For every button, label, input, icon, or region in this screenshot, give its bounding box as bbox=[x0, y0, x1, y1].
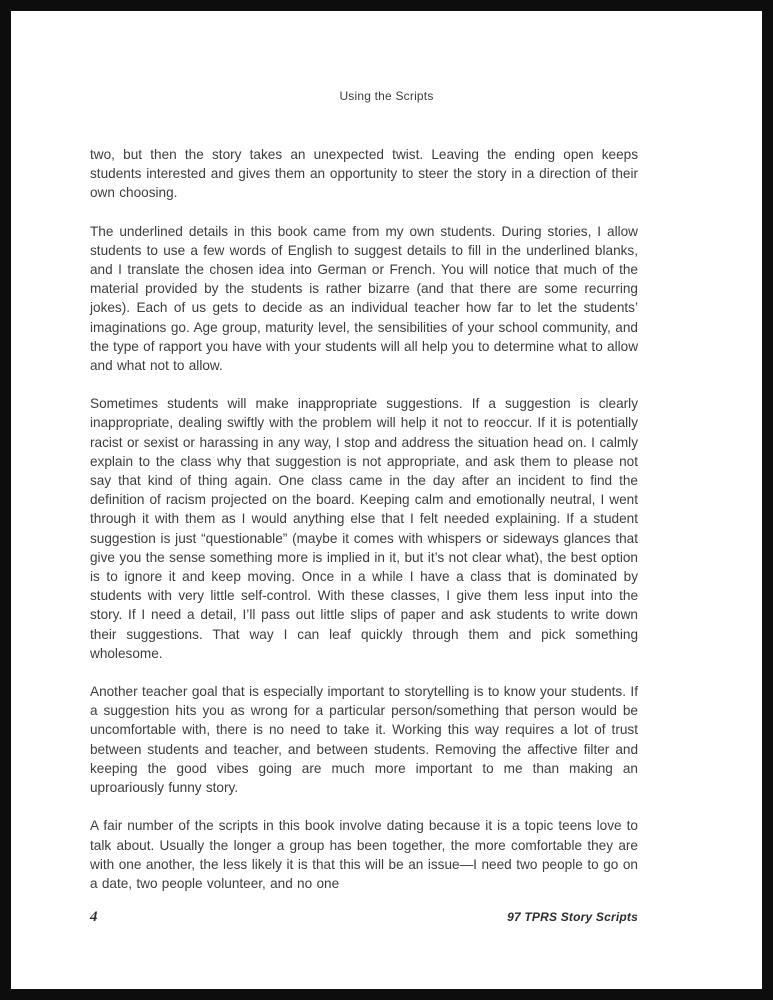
book-title: 97 TPRS Story Scripts bbox=[507, 910, 638, 924]
book-page bbox=[11, 11, 762, 989]
page-footer bbox=[90, 909, 638, 926]
paragraph-2: The underlined details in this book came from my own students. During stories, I allow students to use a few words of English to suggest details to fill in the underlined blanks, and I translate the chosen idea into German or French. You will notice that much of the material provided by the students is rather bizarre (and that there are some recurring jokes). Each of us gets to decide as an individual teacher how far to let the students’ imaginations go. Age group, maturity level, the sensibilities of your school community, and the type of rapport you have with your students will all help you to determine what to allow and what not to allow. bbox=[90, 223, 639, 374]
paragraph-5: A fair number of the scripts in this book involve dating because it is a topic teens love to talk about. Usually the longer a group has been together, the more comfortable they are with one another, the less likely it is that this will be an issue—I need two people to go on a date, two people volunteer, and no one bbox=[90, 818, 638, 891]
body-text bbox=[90, 145, 638, 912]
paragraph-4: Another teacher goal that is especially important to storytelling is to know your students. If a suggestion hits you as wrong for a particular person/something that person would be uncomfortable with, there is no need to take it. Working this way requires a lot of trust between students and teacher, and between students. Removing the affective filter and keeping the good vibes going are much more important to me than making an uproariously funny story. bbox=[90, 684, 638, 796]
page-number: 4 bbox=[90, 909, 98, 925]
running-head: Using the Scripts bbox=[339, 89, 434, 103]
paragraph-1: two, but then the story takes an unexpected twist. Leaving the ending open keeps students interested and gives them an opportunity to steer the story in a direction of their own choosing. bbox=[90, 147, 638, 201]
paragraph-3: Sometimes students will make inappropriate suggestions. If a suggestion is clearly inappropriate, dealing swiftly with the problem will help it not to reoccur. If it is potentially racist or sexist or harassing in any way, I stop and address the situation head on. I calmly explain to the class why that suggestion is not appropriate, and ask them to please not say that kind of thing again. One class came in the day after an incident to find the definition of racism projected on the board. Keeping calm and emotionally neutral, I went through it with them as I would anything else that I felt needed explaining. If a student suggestion is just “questionable” (maybe it comes with whispers or sideways glances that give you the sense something more is implied in it, but it’s not clear what), the best option is to ignore it and keep moving. Once in a while I have a class that is dominated by students with very little self-control. With these classes, I give them less input into the story. If I need a detail, I’ll pass out little slips of paper and ask students to write down their suggestions. That way I can leaf quickly through them and pick something wholesome. bbox=[90, 396, 638, 661]
